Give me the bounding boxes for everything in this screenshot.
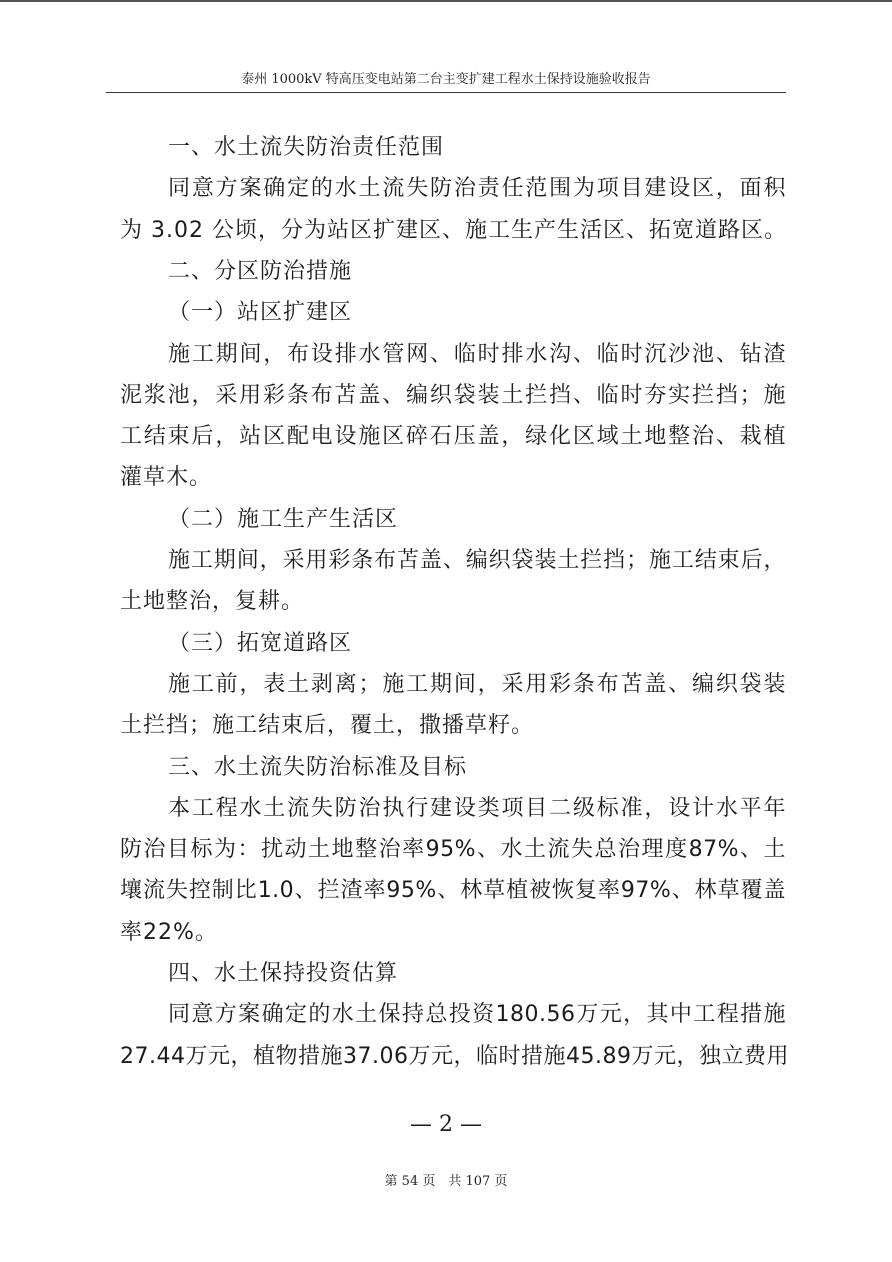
section-heading: （二）施工生产生活区 <box>168 506 399 532</box>
paragraph-last-line: 土地整治，复耕。 <box>120 589 305 615</box>
paragraph-first-line: 同意方案确定的水土保持总投资180.56万元，其中工程措施 <box>168 1002 786 1028</box>
paragraph-line: 壤流失控制比1.0、拦渣率95%、林草植被恢复率97%、林草覆盖 <box>120 878 786 904</box>
section-heading: 二、分区防治措施 <box>168 258 353 284</box>
paragraph-line: 防治目标为：扰动土地整治率95%、水土流失总治理度87%、土 <box>120 837 786 863</box>
paragraph-last-line: 为 3.02 公顷，分为站区扩建区、施工生产生活区、拓宽道路区。 <box>120 217 787 243</box>
paragraph-first-line: 本工程水土流失防治执行建设类项目二级标准，设计水平年 <box>168 795 786 821</box>
section-heading: （一）站区扩建区 <box>168 300 353 326</box>
paragraph-last-line: 灌草木。 <box>120 465 213 491</box>
paragraph-first-line: 施工期间，采用彩条布苫盖、编织袋装土拦挡；施工结束后， <box>168 548 786 573</box>
paragraph-line: 工结束后，站区配电设施区碎石压盖，绿化区域土地整治、栽植 <box>120 424 786 450</box>
paragraph-line: 27.44万元，植物措施37.06万元，临时措施45.89万元，独立费用 <box>120 1043 789 1069</box>
document-body <box>106 120 792 1140</box>
page-header: 泰州 1000kV 特高压变电站第二台主变扩建工程水土保持设施验收报告 <box>106 70 786 93</box>
paragraph-last-line: 土拦挡；施工结束后，覆土，撒播草籽。 <box>120 713 535 739</box>
paragraph-last-line: 率22%。 <box>120 919 218 945</box>
paragraph-first-line: 施工期间，布设排水管网、临时排水沟、临时沉沙池、钻渣 <box>168 341 786 367</box>
paragraph-first-line: 施工前，表土剥离；施工期间，采用彩条布苫盖、编织袋装 <box>168 671 786 697</box>
section-heading: 四、水土保持投资估算 <box>168 961 399 986</box>
section-heading: （三）拓宽道路区 <box>168 630 353 656</box>
section-heading: 一、水土流失防治责任范围 <box>168 135 445 160</box>
paragraph-line: 泥浆池，采用彩条布苫盖、编织袋装土拦挡、临时夯实拦挡；施 <box>120 382 786 408</box>
paragraph-first-line: 同意方案确定的水土流失防治责任范围为项目建设区，面积 <box>168 176 786 202</box>
section-heading: 三、水土流失防治标准及目标 <box>168 754 468 780</box>
page-footer: 第 54 页 共 107 页 <box>384 1174 508 1189</box>
page-number: — 2 — <box>410 1112 482 1137</box>
top-border-line <box>0 0 892 2</box>
